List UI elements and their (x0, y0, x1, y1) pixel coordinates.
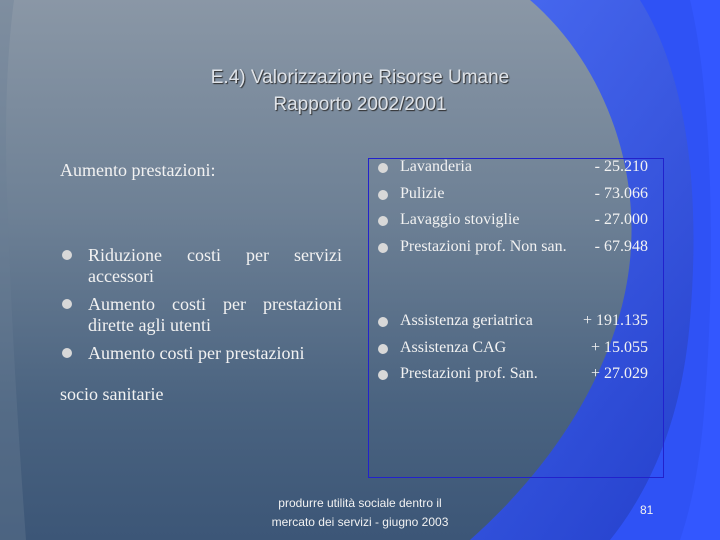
bullet-icon (378, 317, 388, 327)
bullet-icon (378, 370, 388, 380)
left-bullet-list (62, 245, 342, 371)
slide-footer (260, 494, 460, 532)
item-value: + 27.029 (590, 365, 648, 382)
left-heading: Aumento prestazioni: (60, 160, 216, 180)
spacer (378, 264, 668, 312)
left-continuation-text: socio sanitarie (60, 384, 164, 404)
item-name: Prestazioni prof. San. (400, 365, 538, 382)
item-value: + 191.135 (582, 312, 648, 329)
bullet-icon (378, 344, 388, 354)
bullet-icon (62, 299, 72, 309)
item-name: Lavaggio stoviglie (400, 211, 520, 228)
item-name: Assistenza geriatrica (400, 312, 533, 329)
title-line-1: E.4) Valorizzazione Risorse Umane (210, 67, 510, 88)
item-name: Prestazioni prof. Non san. (400, 237, 567, 255)
slide-title (0, 64, 720, 118)
item-value: - 27.000 (594, 211, 648, 228)
list-item (378, 312, 668, 339)
list-item (378, 158, 668, 185)
item-name: Lavanderia (400, 158, 472, 175)
bullet-icon (378, 243, 388, 253)
bullet-icon (62, 348, 72, 358)
list-item-text: Aumento costi per prestazioni (88, 343, 305, 363)
bullet-icon (378, 163, 388, 173)
item-value: - 67.948 (594, 237, 648, 255)
item-name: Pulizie (400, 184, 445, 202)
list-item-text: Riduzione costi per servizi accessori (88, 245, 342, 286)
list-item (378, 365, 668, 392)
list-item-text: Aumento costi per prestazioni dirette agli utenti (88, 294, 342, 335)
item-value: - 25.210 (594, 158, 648, 175)
list-item (378, 185, 668, 212)
item-value: + 15.055 (590, 338, 648, 356)
bullet-icon (62, 250, 72, 260)
title-line-2: Rapporto 2002/2001 (273, 94, 447, 115)
list-item (62, 245, 342, 287)
list-item (378, 339, 668, 366)
list-item (378, 238, 668, 265)
bullet-icon (378, 216, 388, 226)
item-value: - 73.066 (594, 184, 648, 202)
list-item (62, 294, 342, 336)
item-name: Assistenza CAG (400, 338, 507, 356)
footer-line-1: produrre utilità sociale dentro il (278, 496, 442, 510)
page-number: 81 (640, 503, 654, 517)
list-item (62, 343, 342, 364)
list-item (378, 211, 668, 238)
right-bullet-list (378, 158, 668, 392)
bullet-icon (378, 190, 388, 200)
footer-line-2: mercato dei servizi - giugno 2003 (271, 515, 449, 529)
